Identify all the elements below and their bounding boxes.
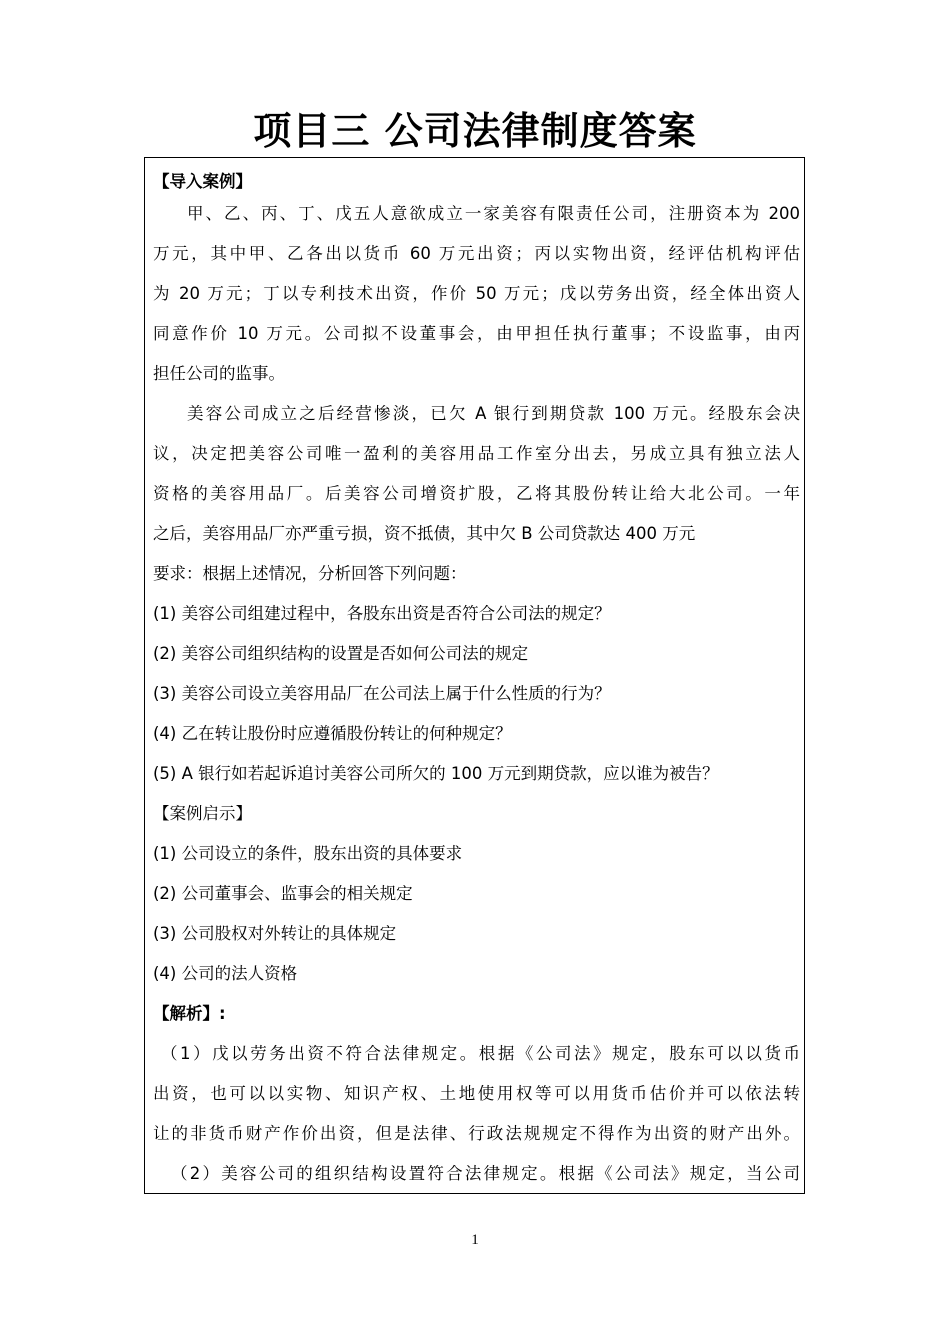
insight-item: (4) 公司的法人资格 [153,964,298,983]
analysis-line: 让的非货币财产作价出资，但是法律、行政法规规定不得作为出资的财产出外。 [153,1124,800,1143]
section-heading-intro-case: 【导入案例】 [153,172,252,191]
question-item: (1) 美容公司组建过程中，各股东出资是否符合公司法的规定？ [153,604,611,623]
paragraph-line: 万元，其中甲、乙各出以货币 60 万元出资；丙以实物出资，经评估机构评估 [153,244,800,263]
analysis-line: （1）戊以劳务出资不符合法律规定。根据《公司法》规定，股东可以以货币 [161,1044,800,1063]
question-item: (4) 乙在转让股份时应遵循股份转让的何种规定？ [153,724,512,743]
document-title: 项目三 公司法律制度答案 [253,109,697,153]
paragraph-line: 同意作价 10 万元。公司拟不设董事会，由甲担任执行董事；不设监事，由丙 [153,324,800,343]
question-item: (5) A 银行如若起诉追讨美容公司所欠的 100 万元到期贷款，应以谁为被告？ [153,764,719,783]
insight-item: (1) 公司设立的条件，股东出资的具体要求 [153,844,463,863]
page-number: 1 [471,1232,479,1248]
document-body [153,170,800,1194]
paragraph-line: 甲、乙、丙、丁、戊五人意欲成立一家美容有限责任公司，注册资本为 200 [187,204,800,223]
section-heading-analysis: 【解析】: [153,1004,226,1023]
insight-item: (3) 公司股权对外转让的具体规定 [153,924,397,943]
paragraph-line: 之后，美容用品厂亦严重亏损，资不抵债，其中欠 B 公司贷款达 400 万元 [153,524,696,543]
analysis-line: 出资，也可以以实物、知识产权、土地使用权等可以用货币估价并可以依法转 [153,1084,800,1103]
requirement-line: 要求：根据上述情况，分析回答下列问题： [153,564,467,583]
section-heading-case-insight: 【案例启示】 [153,804,252,823]
insight-item: (2) 公司董事会、监事会的相关规定 [153,884,413,903]
question-item: (3) 美容公司设立美容用品厂在公司法上属于什么性质的行为？ [153,684,611,703]
paragraph-line: 担任公司的监事。 [153,364,285,383]
analysis-line: （2）美容公司的组织结构设置符合法律规定。根据《公司法》规定，当公司 [171,1164,800,1183]
paragraph-line: 议，决定把美容公司唯一盈利的美容用品工作室分出去，另成立具有独立法人 [153,444,800,463]
question-item: (2) 美容公司组织结构的设置是否如何公司法的规定 [153,644,529,663]
paragraph-line: 为 20 万元；丁以专利技术出资，作价 50 万元；戊以劳务出资，经全体出资人 [153,284,800,303]
paragraph-line: 美容公司成立之后经营惨淡，已欠 A 银行到期贷款 100 万元。经股东会决 [187,404,800,423]
paragraph-line: 资格的美容用品厂。后美容公司增资扩股，乙将其股份转让给大北公司。一年 [153,484,800,503]
